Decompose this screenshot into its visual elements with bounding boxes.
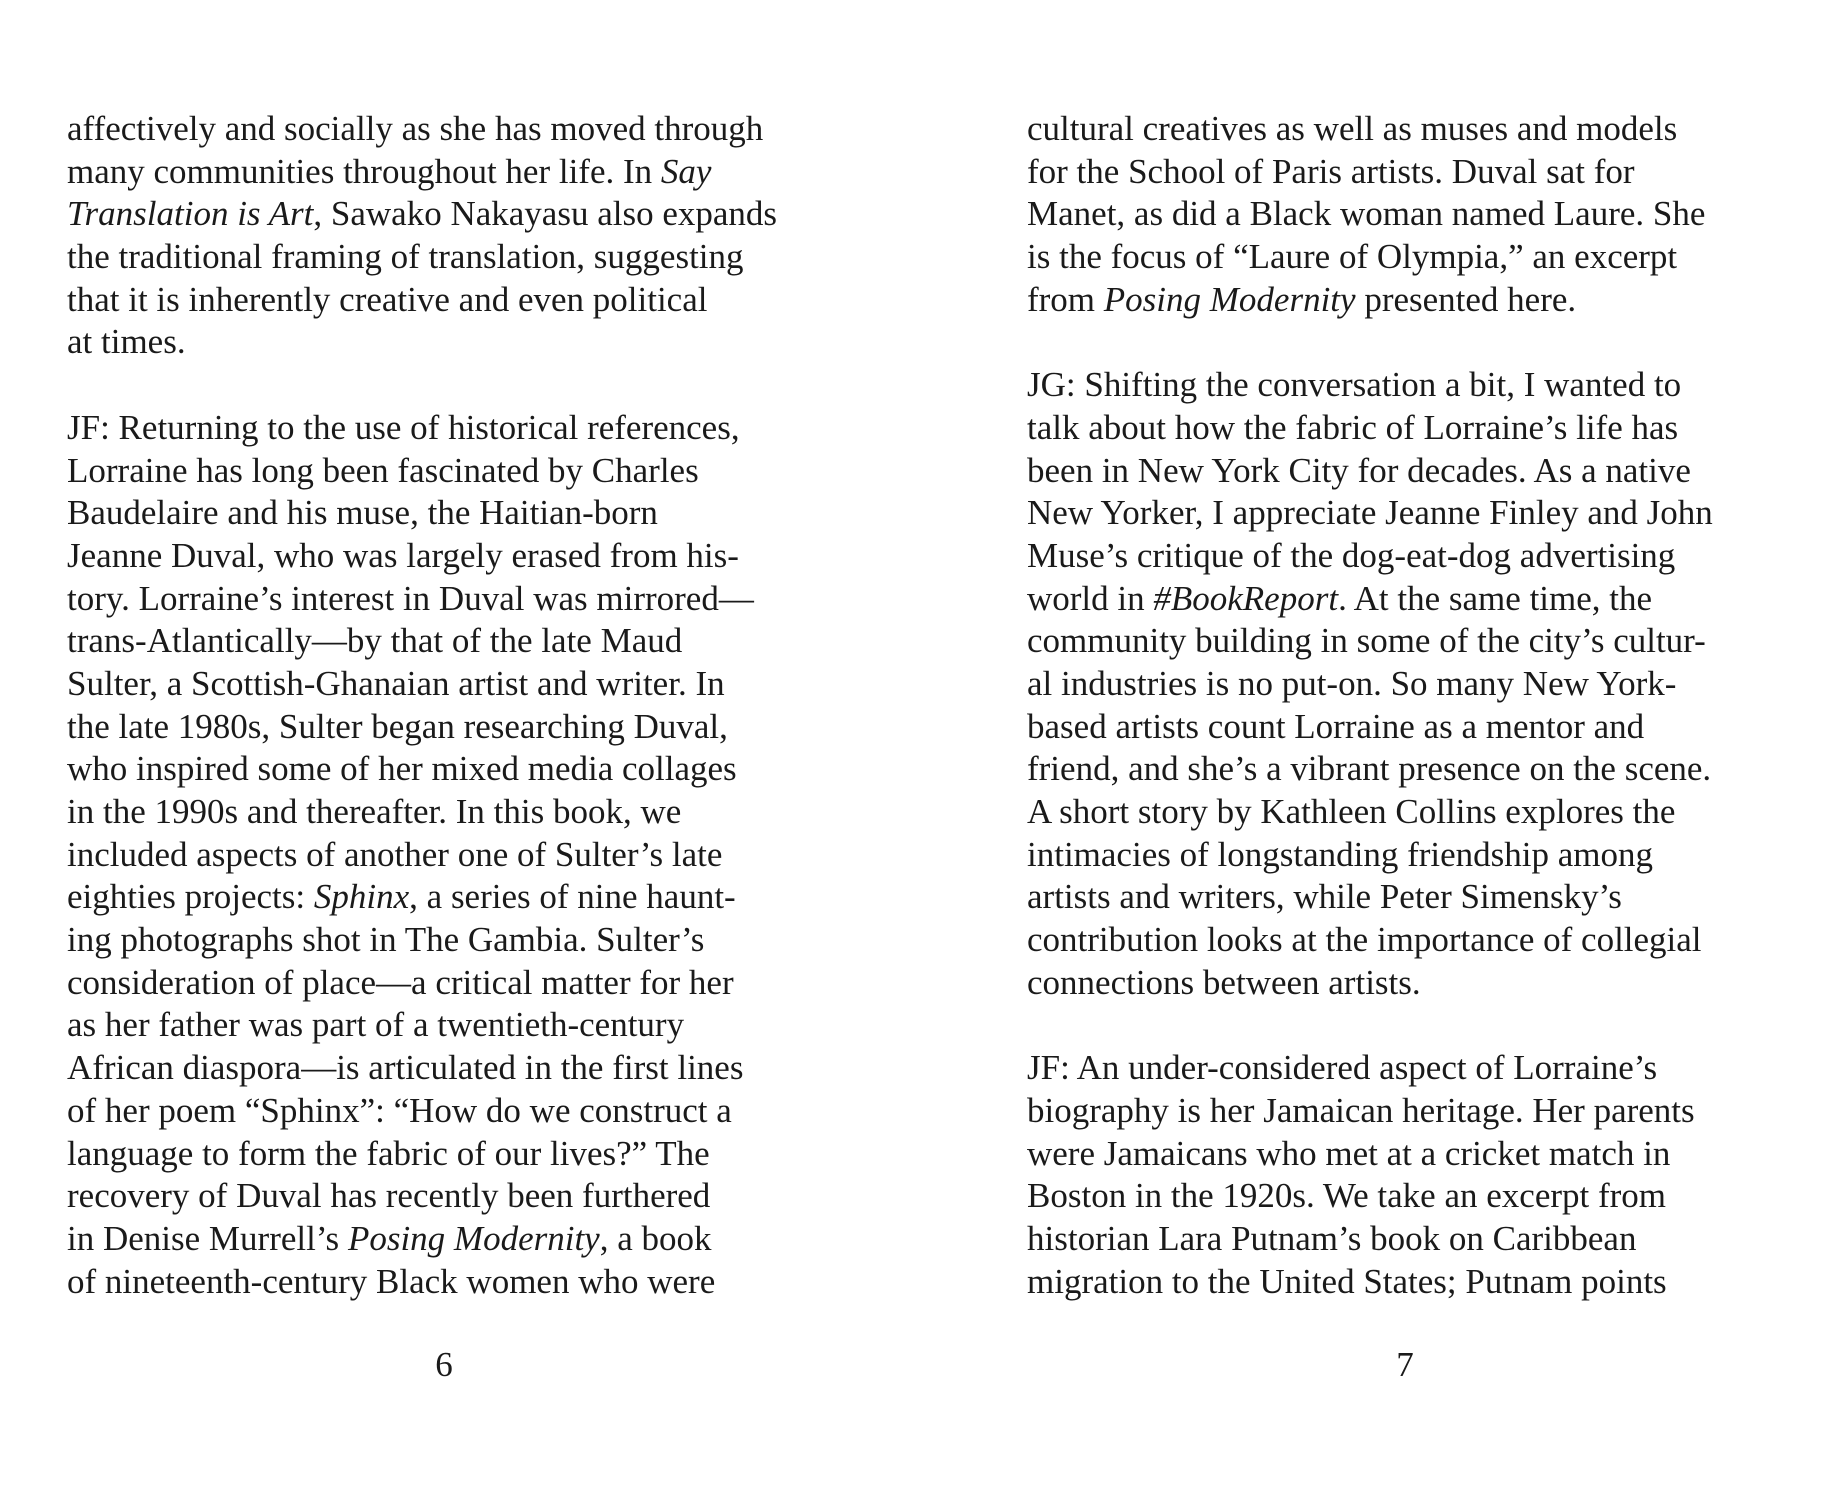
page-number: 7 [1396,1345,1414,1384]
text-line [1027,1175,1713,1218]
text-line [67,919,777,962]
text-line [1027,706,1713,749]
text-segment: Lorraine has long been fascinated by Charles [67,450,699,490]
text-segment: at times. [67,322,186,362]
text-line [1027,578,1713,621]
text-line [1027,535,1713,578]
text-line [1027,919,1713,962]
text-segment: Muse’s critique of the dog-eat-dog advertising [1027,535,1676,575]
text-segment: world in [1027,578,1154,618]
text-line [67,321,777,364]
text-segment: many communities throughout her life. In [67,151,661,191]
text-line [1027,108,1713,151]
text-segment: the traditional framing of translation, suggesting [67,237,744,277]
text-segment: affectively and socially as she has moved through [67,109,764,148]
text-line [67,450,777,493]
text-segment: were Jamaicans who met at a cricket match in [1027,1133,1671,1173]
italic-title: Say [660,151,712,191]
text-line [67,663,777,706]
text-segment: from [1027,279,1104,319]
italic-title: #BookReport [1153,578,1339,618]
paragraph-break [67,364,777,407]
text-segment: of her poem “Sphinx”: “How do we construct a [67,1090,732,1130]
text-segment: who inspired some of her mixed media collages [67,749,737,789]
italic-title: Posing Modernity [1103,279,1356,319]
text-line [1027,748,1713,791]
text-line [67,1047,777,1090]
text-segment: Sulter, a Scottish-Ghanaian artist and writer. In [67,663,725,703]
text-line [67,620,777,663]
text-line [1027,151,1713,194]
paragraph-break [1027,1004,1713,1047]
italic-title: Posing Modernity [347,1218,600,1258]
text-segment: , Sawako Nakayasu also expands [313,194,778,234]
text-segment: JG: Shifting the conversation a bit, I wanted to [1027,365,1682,405]
text-line [1027,834,1713,877]
text-segment: , a book [599,1218,712,1258]
text-segment: is the focus of “Laure of Olympia,” an excerpt [1027,237,1678,277]
text-line [1027,1090,1713,1133]
text-segment: JF: An under-considered aspect of Lorraine’s [1027,1048,1658,1088]
text-segment: tory. Lorraine’s interest in Duval was mirrored— [67,578,754,618]
text-line [67,1218,777,1261]
text-line [67,108,777,151]
italic-title: Translation is Art [67,194,314,234]
text-segment: historian Lara Putnam’s book on Caribbean [1027,1218,1637,1258]
text-line [1027,962,1713,1005]
text-line [1027,492,1713,535]
text-segment: intimacies of longstanding friendship among [1027,834,1654,874]
left-page-text [67,108,777,1303]
text-segment: presented here. [1355,279,1577,319]
right-page [921,0,1842,1500]
text-line [1027,791,1713,834]
text-line [1027,1133,1713,1176]
text-line [67,1090,777,1133]
text-segment: New Yorker, I appreciate Jeanne Finley and John [1027,493,1713,533]
text-segment: Baudelaire and his muse, the Haitian-born [67,493,658,533]
text-line [67,193,777,236]
text-segment: migration to the United States; Putnam points [1027,1261,1667,1301]
text-line [1027,450,1713,493]
text-segment: . At the same time, the [1338,578,1653,618]
text-segment: Jeanne Duval, who was largely erased from his- [67,535,739,575]
text-line [67,748,777,791]
text-segment: eighties projects: [67,877,314,917]
text-segment: , a series of nine haunt- [409,877,736,917]
text-segment: in Denise Murrell’s [67,1218,348,1258]
text-segment: biography is her Jamaican heritage. Her parents [1027,1090,1695,1130]
text-segment: African diaspora—is articulated in the first lines [67,1048,744,1088]
text-line [1027,663,1713,706]
text-segment: al industries is no put-on. So many New York- [1027,663,1677,703]
italic-title: Sphinx [313,877,410,917]
text-line [67,535,777,578]
text-segment: for the School of Paris artists. Duval sat for [1027,151,1635,191]
text-segment: Boston in the 1920s. We take an excerpt from [1027,1176,1667,1216]
text-line [1027,1047,1713,1090]
text-segment: as her father was part of a twentieth-century [67,1005,685,1045]
text-segment: community building in some of the city’s cultur- [1027,621,1706,661]
text-line [67,706,777,749]
text-line [67,407,777,450]
text-line [67,151,777,194]
text-line [1027,193,1713,236]
text-line [67,492,777,535]
text-line [67,236,777,279]
text-segment: A short story by Kathleen Collins explores the [1027,792,1676,831]
text-segment: JF: Returning to the use of historical references, [67,407,740,447]
text-line [67,1175,777,1218]
text-line [1027,407,1713,450]
text-segment: in the 1990s and thereafter. In this book, we [67,792,682,831]
right-page-text [1027,108,1713,1303]
text-segment: contribution looks at the importance of collegial [1027,920,1702,960]
text-segment: of nineteenth-century Black women who were [67,1261,716,1301]
text-segment: talk about how the fabric of Lorraine’s life has [1027,407,1679,447]
text-segment: cultural creatives as well as muses and models [1027,109,1678,148]
page-number: 6 [435,1345,453,1384]
text-line [1027,1218,1713,1261]
text-line [1027,279,1713,322]
text-line [67,1133,777,1176]
text-line [67,962,777,1005]
text-segment: artists and writers, while Peter Simensky’s [1027,877,1622,917]
text-line [67,791,777,834]
text-line [67,279,777,322]
text-segment: ing photographs shot in The Gambia. Sulter’s [67,920,705,960]
text-line [67,578,777,621]
text-segment: that it is inherently creative and even political [67,279,708,319]
text-segment: been in New York City for decades. As a native [1027,450,1691,490]
text-line [1027,876,1713,919]
text-line [1027,1261,1713,1304]
text-segment: trans-Atlantically—by that of the late Maud [67,621,683,661]
text-segment: Manet, as did a Black woman named Laure. She [1027,194,1706,234]
text-segment: language to form the fabric of our lives?” The [67,1133,710,1173]
text-segment: based artists count Lorraine as a mentor and [1027,706,1645,746]
text-line [67,834,777,877]
text-line [67,1261,777,1304]
text-segment: connections between artists. [1027,962,1421,1002]
text-segment: friend, and she’s a vibrant presence on the scene. [1027,749,1712,789]
text-segment: recovery of Duval has recently been furthered [67,1176,711,1216]
text-line [67,1004,777,1047]
text-segment: included aspects of another one of Sulter’s late [67,834,723,874]
text-line [1027,236,1713,279]
text-segment: the late 1980s, Sulter began researching Duval, [67,706,728,746]
text-line [1027,620,1713,663]
text-line [1027,364,1713,407]
paragraph-break [1027,321,1713,364]
text-line [67,876,777,919]
text-segment: consideration of place—a critical matter for her [67,962,734,1002]
